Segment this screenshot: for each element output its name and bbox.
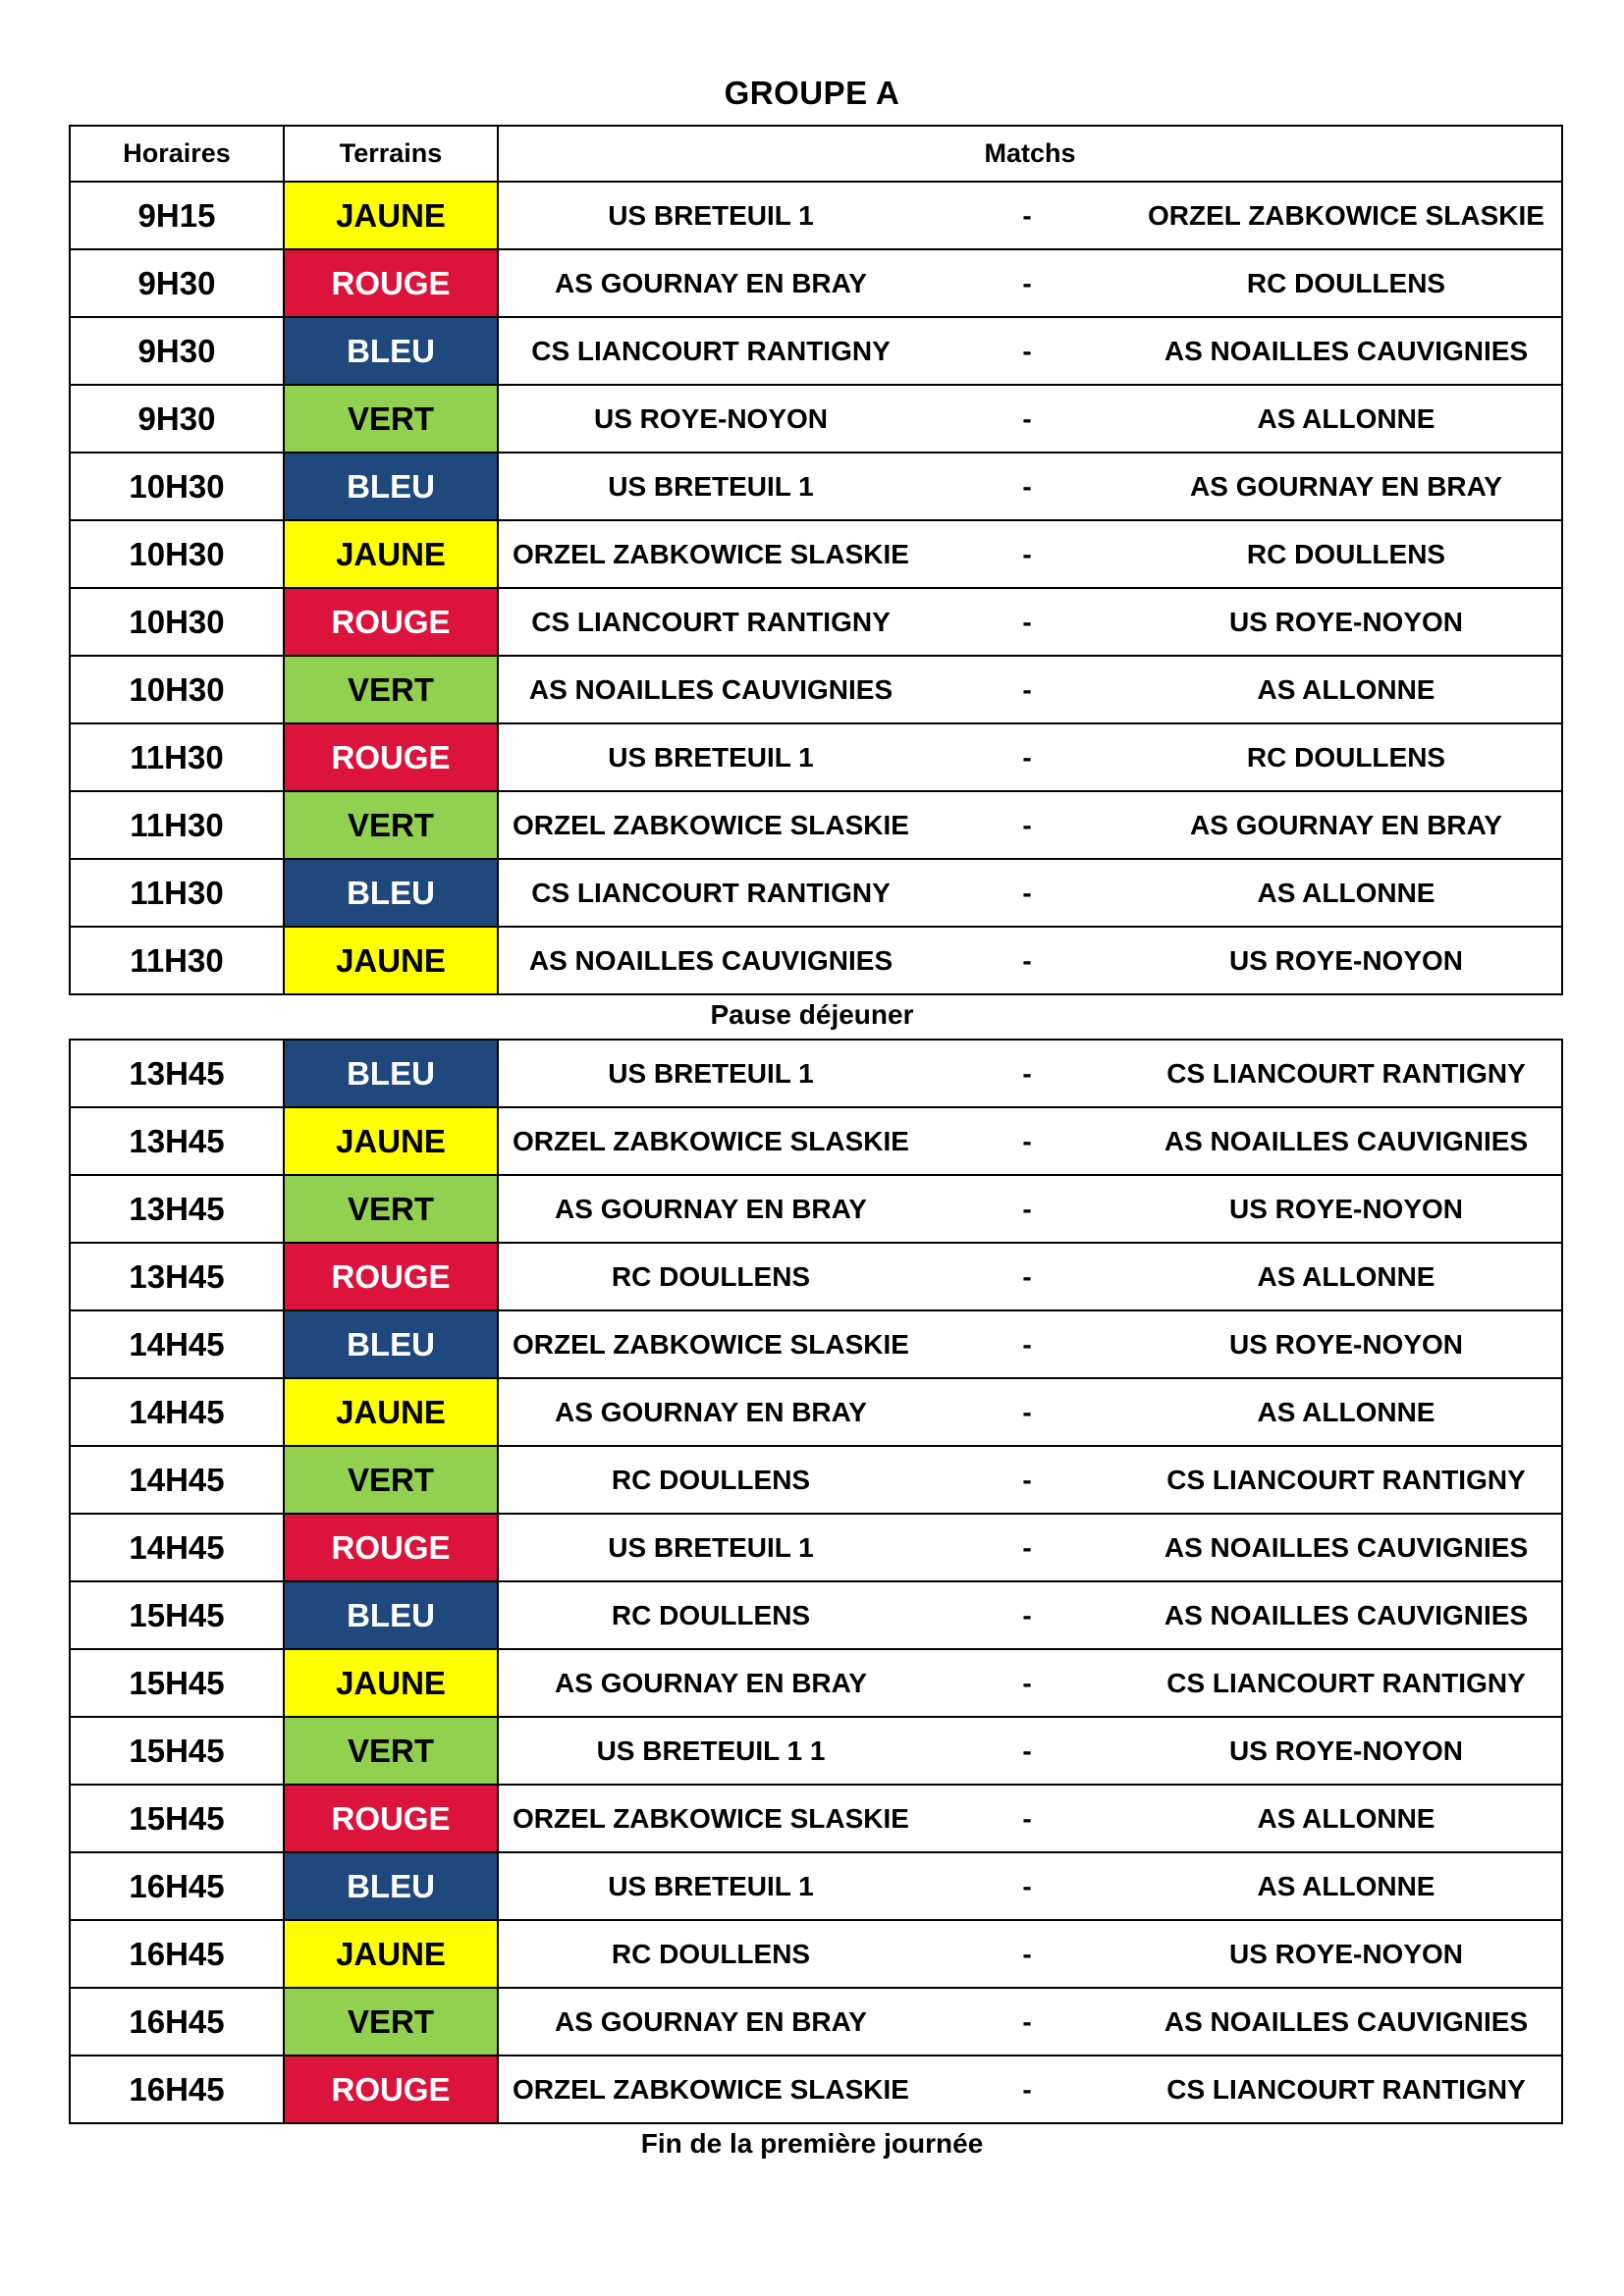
terrain-badge: VERT: [284, 385, 498, 453]
terrain-badge: VERT: [284, 1446, 498, 1514]
table-row: [70, 588, 1562, 656]
match-time: 15H45: [70, 1785, 284, 1852]
match-separator: -: [1022, 402, 1032, 434]
match-separator: -: [1022, 606, 1032, 637]
home-team: AS GOURNAY EN BRAY: [555, 2005, 867, 2037]
home-team: RC DOULLENS: [611, 1599, 811, 1630]
table-row: [70, 1852, 1562, 1920]
match-separator: -: [1022, 199, 1032, 231]
home-team: US BRETEUIL 1: [608, 199, 814, 231]
match-time: 9H30: [70, 317, 284, 385]
match-time: 10H30: [70, 520, 284, 588]
terrain-badge: JAUNE: [284, 927, 498, 994]
home-team: AS GOURNAY EN BRAY: [555, 1396, 867, 1427]
table-row: [70, 1040, 1562, 1107]
match-separator: -: [1022, 944, 1032, 976]
match-time: 13H45: [70, 1175, 284, 1243]
away-team: US ROYE-NOYON: [1228, 944, 1464, 976]
terrain-badge: ROUGE: [284, 2056, 498, 2123]
home-team: US BRETEUIL 1: [608, 1057, 814, 1089]
match-separator: -: [1022, 470, 1032, 502]
table-row: [70, 1581, 1562, 1649]
afternoon-rows: [70, 1040, 1562, 2123]
home-team: ORZEL ZABKOWICE SLASKIE: [513, 1802, 909, 1834]
table-row: [70, 1920, 1562, 1988]
match-separator: -: [1022, 2005, 1032, 2037]
away-team: CS LIANCOURT RANTIGNY: [1166, 1667, 1526, 1698]
away-team: CS LIANCOURT RANTIGNY: [1166, 1464, 1526, 1495]
home-team: ORZEL ZABKOWICE SLASKIE: [513, 1125, 909, 1156]
away-team: AS NOAILLES CAUVIGNIES: [1164, 1599, 1529, 1630]
table-row: [70, 1175, 1562, 1243]
match-separator: -: [1022, 538, 1032, 569]
match-cell: [498, 453, 1562, 520]
away-team: US ROYE-NOYON: [1228, 1193, 1464, 1224]
match-separator: -: [1022, 673, 1032, 705]
match-separator: -: [1022, 1599, 1032, 1630]
away-team: ORZEL ZABKOWICE SLASKIE: [1148, 199, 1544, 231]
home-team: US BRETEUIL 1: [608, 1531, 814, 1563]
terrain-badge: BLEU: [284, 1040, 498, 1107]
away-team: AS GOURNAY EN BRAY: [1190, 809, 1502, 840]
away-team: AS ALLONNE: [1257, 877, 1435, 908]
terrain-badge: VERT: [284, 656, 498, 723]
terrain-badge: BLEU: [284, 453, 498, 520]
away-team: RC DOULLENS: [1246, 267, 1446, 298]
table-row: [70, 2056, 1562, 2123]
match-separator: -: [1022, 741, 1032, 773]
match-separator: -: [1022, 877, 1032, 908]
match-separator: -: [1022, 1260, 1032, 1292]
match-time: 10H30: [70, 588, 284, 656]
table-row: [70, 1243, 1562, 1310]
match-separator: -: [1022, 335, 1032, 366]
match-cell: [498, 1175, 1562, 1243]
table-row: [70, 1107, 1562, 1175]
table-row: [70, 520, 1562, 588]
match-separator: -: [1022, 1667, 1032, 1698]
home-team: RC DOULLENS: [611, 1260, 811, 1292]
header-matchs: Matchs: [498, 126, 1562, 182]
match-cell: [498, 2056, 1562, 2123]
match-time: 14H45: [70, 1514, 284, 1581]
away-team: CS LIANCOURT RANTIGNY: [1166, 1057, 1526, 1089]
terrain-badge: ROUGE: [284, 1514, 498, 1581]
match-separator: -: [1022, 1328, 1032, 1360]
match-cell: [498, 1310, 1562, 1378]
match-separator: -: [1022, 809, 1032, 840]
match-time: 14H45: [70, 1378, 284, 1446]
away-team: CS LIANCOURT RANTIGNY: [1166, 2073, 1526, 2105]
terrain-badge: JAUNE: [284, 1649, 498, 1717]
match-time: 11H30: [70, 859, 284, 927]
match-cell: [498, 723, 1562, 791]
away-team: AS ALLONNE: [1257, 402, 1435, 434]
match-cell: [498, 249, 1562, 317]
match-cell: [498, 927, 1562, 994]
afternoon-schedule-table: [69, 1039, 1563, 2124]
match-time: 11H30: [70, 927, 284, 994]
table-row: [70, 1446, 1562, 1514]
match-time: 9H30: [70, 385, 284, 453]
home-team: US BRETEUIL 1 1: [596, 1735, 826, 1766]
match-separator: -: [1022, 1735, 1032, 1766]
match-time: 11H30: [70, 791, 284, 859]
terrain-badge: BLEU: [284, 1581, 498, 1649]
away-team: AS ALLONNE: [1257, 1870, 1435, 1901]
match-cell: [498, 520, 1562, 588]
match-cell: [498, 1581, 1562, 1649]
terrain-badge: ROUGE: [284, 1243, 498, 1310]
match-time: 11H30: [70, 723, 284, 791]
table-row: [70, 453, 1562, 520]
morning-rows: [70, 182, 1562, 994]
match-time: 16H45: [70, 2056, 284, 2123]
table-row: [70, 656, 1562, 723]
home-team: AS NOAILLES CAUVIGNIES: [528, 673, 893, 705]
table-row: [70, 1717, 1562, 1785]
away-team: AS NOAILLES CAUVIGNIES: [1164, 1531, 1529, 1563]
home-team: ORZEL ZABKOWICE SLASKIE: [513, 809, 909, 840]
match-time: 13H45: [70, 1040, 284, 1107]
match-cell: [498, 385, 1562, 453]
match-time: 9H30: [70, 249, 284, 317]
match-cell: [498, 1852, 1562, 1920]
match-cell: [498, 1243, 1562, 1310]
match-cell: [498, 1446, 1562, 1514]
match-cell: [498, 1040, 1562, 1107]
terrain-badge: JAUNE: [284, 182, 498, 249]
home-team: ORZEL ZABKOWICE SLASKIE: [513, 2073, 909, 2105]
home-team: RC DOULLENS: [611, 1464, 811, 1495]
home-team: AS GOURNAY EN BRAY: [555, 267, 867, 298]
match-cell: [498, 588, 1562, 656]
away-team: AS ALLONNE: [1257, 673, 1435, 705]
away-team: AS ALLONNE: [1257, 1260, 1435, 1292]
terrain-badge: VERT: [284, 1988, 498, 2056]
match-cell: [498, 1717, 1562, 1785]
match-cell: [498, 1785, 1562, 1852]
home-team: CS LIANCOURT RANTIGNY: [531, 335, 891, 366]
away-team: AS ALLONNE: [1257, 1396, 1435, 1427]
match-time: 10H30: [70, 453, 284, 520]
match-separator: -: [1022, 267, 1032, 298]
home-team: US ROYE-NOYON: [593, 402, 829, 434]
away-team: AS NOAILLES CAUVIGNIES: [1164, 335, 1529, 366]
match-time: 9H15: [70, 182, 284, 249]
table-row: [70, 791, 1562, 859]
terrain-badge: JAUNE: [284, 1920, 498, 1988]
away-team: AS GOURNAY EN BRAY: [1190, 470, 1502, 502]
match-time: 16H45: [70, 1988, 284, 2056]
match-cell: [498, 1514, 1562, 1581]
match-cell: [498, 1920, 1562, 1988]
home-team: US BRETEUIL 1: [608, 741, 814, 773]
match-separator: -: [1022, 1396, 1032, 1427]
table-row: [70, 1649, 1562, 1717]
terrain-badge: JAUNE: [284, 1378, 498, 1446]
home-team: ORZEL ZABKOWICE SLASKIE: [513, 538, 909, 569]
table-row: [70, 859, 1562, 927]
home-team: AS GOURNAY EN BRAY: [555, 1667, 867, 1698]
match-time: 13H45: [70, 1243, 284, 1310]
table-row: [70, 182, 1562, 249]
match-time: 14H45: [70, 1446, 284, 1514]
terrain-badge: ROUGE: [284, 1785, 498, 1852]
away-team: RC DOULLENS: [1246, 741, 1446, 773]
match-time: 15H45: [70, 1581, 284, 1649]
match-separator: -: [1022, 2073, 1032, 2105]
home-team: CS LIANCOURT RANTIGNY: [531, 877, 891, 908]
table-row: [70, 317, 1562, 385]
match-separator: -: [1022, 1938, 1032, 1969]
pause-label: Pause déjeuner: [710, 999, 914, 1030]
home-team: US BRETEUIL 1: [608, 1870, 814, 1901]
terrain-badge: ROUGE: [284, 588, 498, 656]
header-horaires: Horaires: [70, 126, 284, 182]
match-time: 14H45: [70, 1310, 284, 1378]
page-title: GROUPE A: [724, 75, 900, 111]
terrain-badge: JAUNE: [284, 1107, 498, 1175]
match-time: 15H45: [70, 1649, 284, 1717]
match-cell: [498, 182, 1562, 249]
away-team: US ROYE-NOYON: [1228, 1735, 1464, 1766]
home-team: RC DOULLENS: [611, 1938, 811, 1969]
match-cell: [498, 317, 1562, 385]
match-cell: [498, 1988, 1562, 2056]
table-row: [70, 249, 1562, 317]
terrain-badge: VERT: [284, 1175, 498, 1243]
end-label: Fin de la première journée: [640, 2128, 984, 2159]
match-cell: [498, 1649, 1562, 1717]
terrain-badge: JAUNE: [284, 520, 498, 588]
terrain-badge: BLEU: [284, 859, 498, 927]
home-team: ORZEL ZABKOWICE SLASKIE: [513, 1328, 909, 1360]
away-team: AS ALLONNE: [1257, 1802, 1435, 1834]
morning-schedule-table: [69, 125, 1563, 995]
match-separator: -: [1022, 1870, 1032, 1901]
header-terrains: Terrains: [284, 126, 498, 182]
table-row: [70, 1785, 1562, 1852]
match-cell: [498, 656, 1562, 723]
match-cell: [498, 1107, 1562, 1175]
home-team: US BRETEUIL 1: [608, 470, 814, 502]
match-cell: [498, 1378, 1562, 1446]
terrain-badge: BLEU: [284, 317, 498, 385]
match-separator: -: [1022, 1802, 1032, 1834]
match-cell: [498, 859, 1562, 927]
terrain-badge: ROUGE: [284, 723, 498, 791]
table-row: [70, 723, 1562, 791]
match-separator: -: [1022, 1125, 1032, 1156]
away-team: US ROYE-NOYON: [1228, 606, 1464, 637]
away-team: AS NOAILLES CAUVIGNIES: [1164, 2005, 1529, 2037]
match-time: 15H45: [70, 1717, 284, 1785]
match-separator: -: [1022, 1531, 1032, 1563]
home-team: AS NOAILLES CAUVIGNIES: [528, 944, 893, 976]
match-separator: -: [1022, 1464, 1032, 1495]
away-team: US ROYE-NOYON: [1228, 1938, 1464, 1969]
header-row: [70, 126, 1562, 182]
match-separator: -: [1022, 1193, 1032, 1224]
table-row: [70, 1378, 1562, 1446]
match-time: 16H45: [70, 1920, 284, 1988]
terrain-badge: BLEU: [284, 1310, 498, 1378]
match-separator: -: [1022, 1057, 1032, 1089]
terrain-badge: VERT: [284, 1717, 498, 1785]
away-team: RC DOULLENS: [1246, 538, 1446, 569]
match-time: 16H45: [70, 1852, 284, 1920]
home-team: CS LIANCOURT RANTIGNY: [531, 606, 891, 637]
home-team: AS GOURNAY EN BRAY: [555, 1193, 867, 1224]
terrain-badge: VERT: [284, 791, 498, 859]
match-time: 13H45: [70, 1107, 284, 1175]
table-row: [70, 1514, 1562, 1581]
table-row: [70, 927, 1562, 994]
table-row: [70, 1988, 1562, 2056]
away-team: US ROYE-NOYON: [1228, 1328, 1464, 1360]
away-team: AS NOAILLES CAUVIGNIES: [1164, 1125, 1529, 1156]
match-time: 10H30: [70, 656, 284, 723]
table-row: [70, 1310, 1562, 1378]
terrain-badge: BLEU: [284, 1852, 498, 1920]
match-cell: [498, 791, 1562, 859]
table-row: [70, 385, 1562, 453]
terrain-badge: ROUGE: [284, 249, 498, 317]
